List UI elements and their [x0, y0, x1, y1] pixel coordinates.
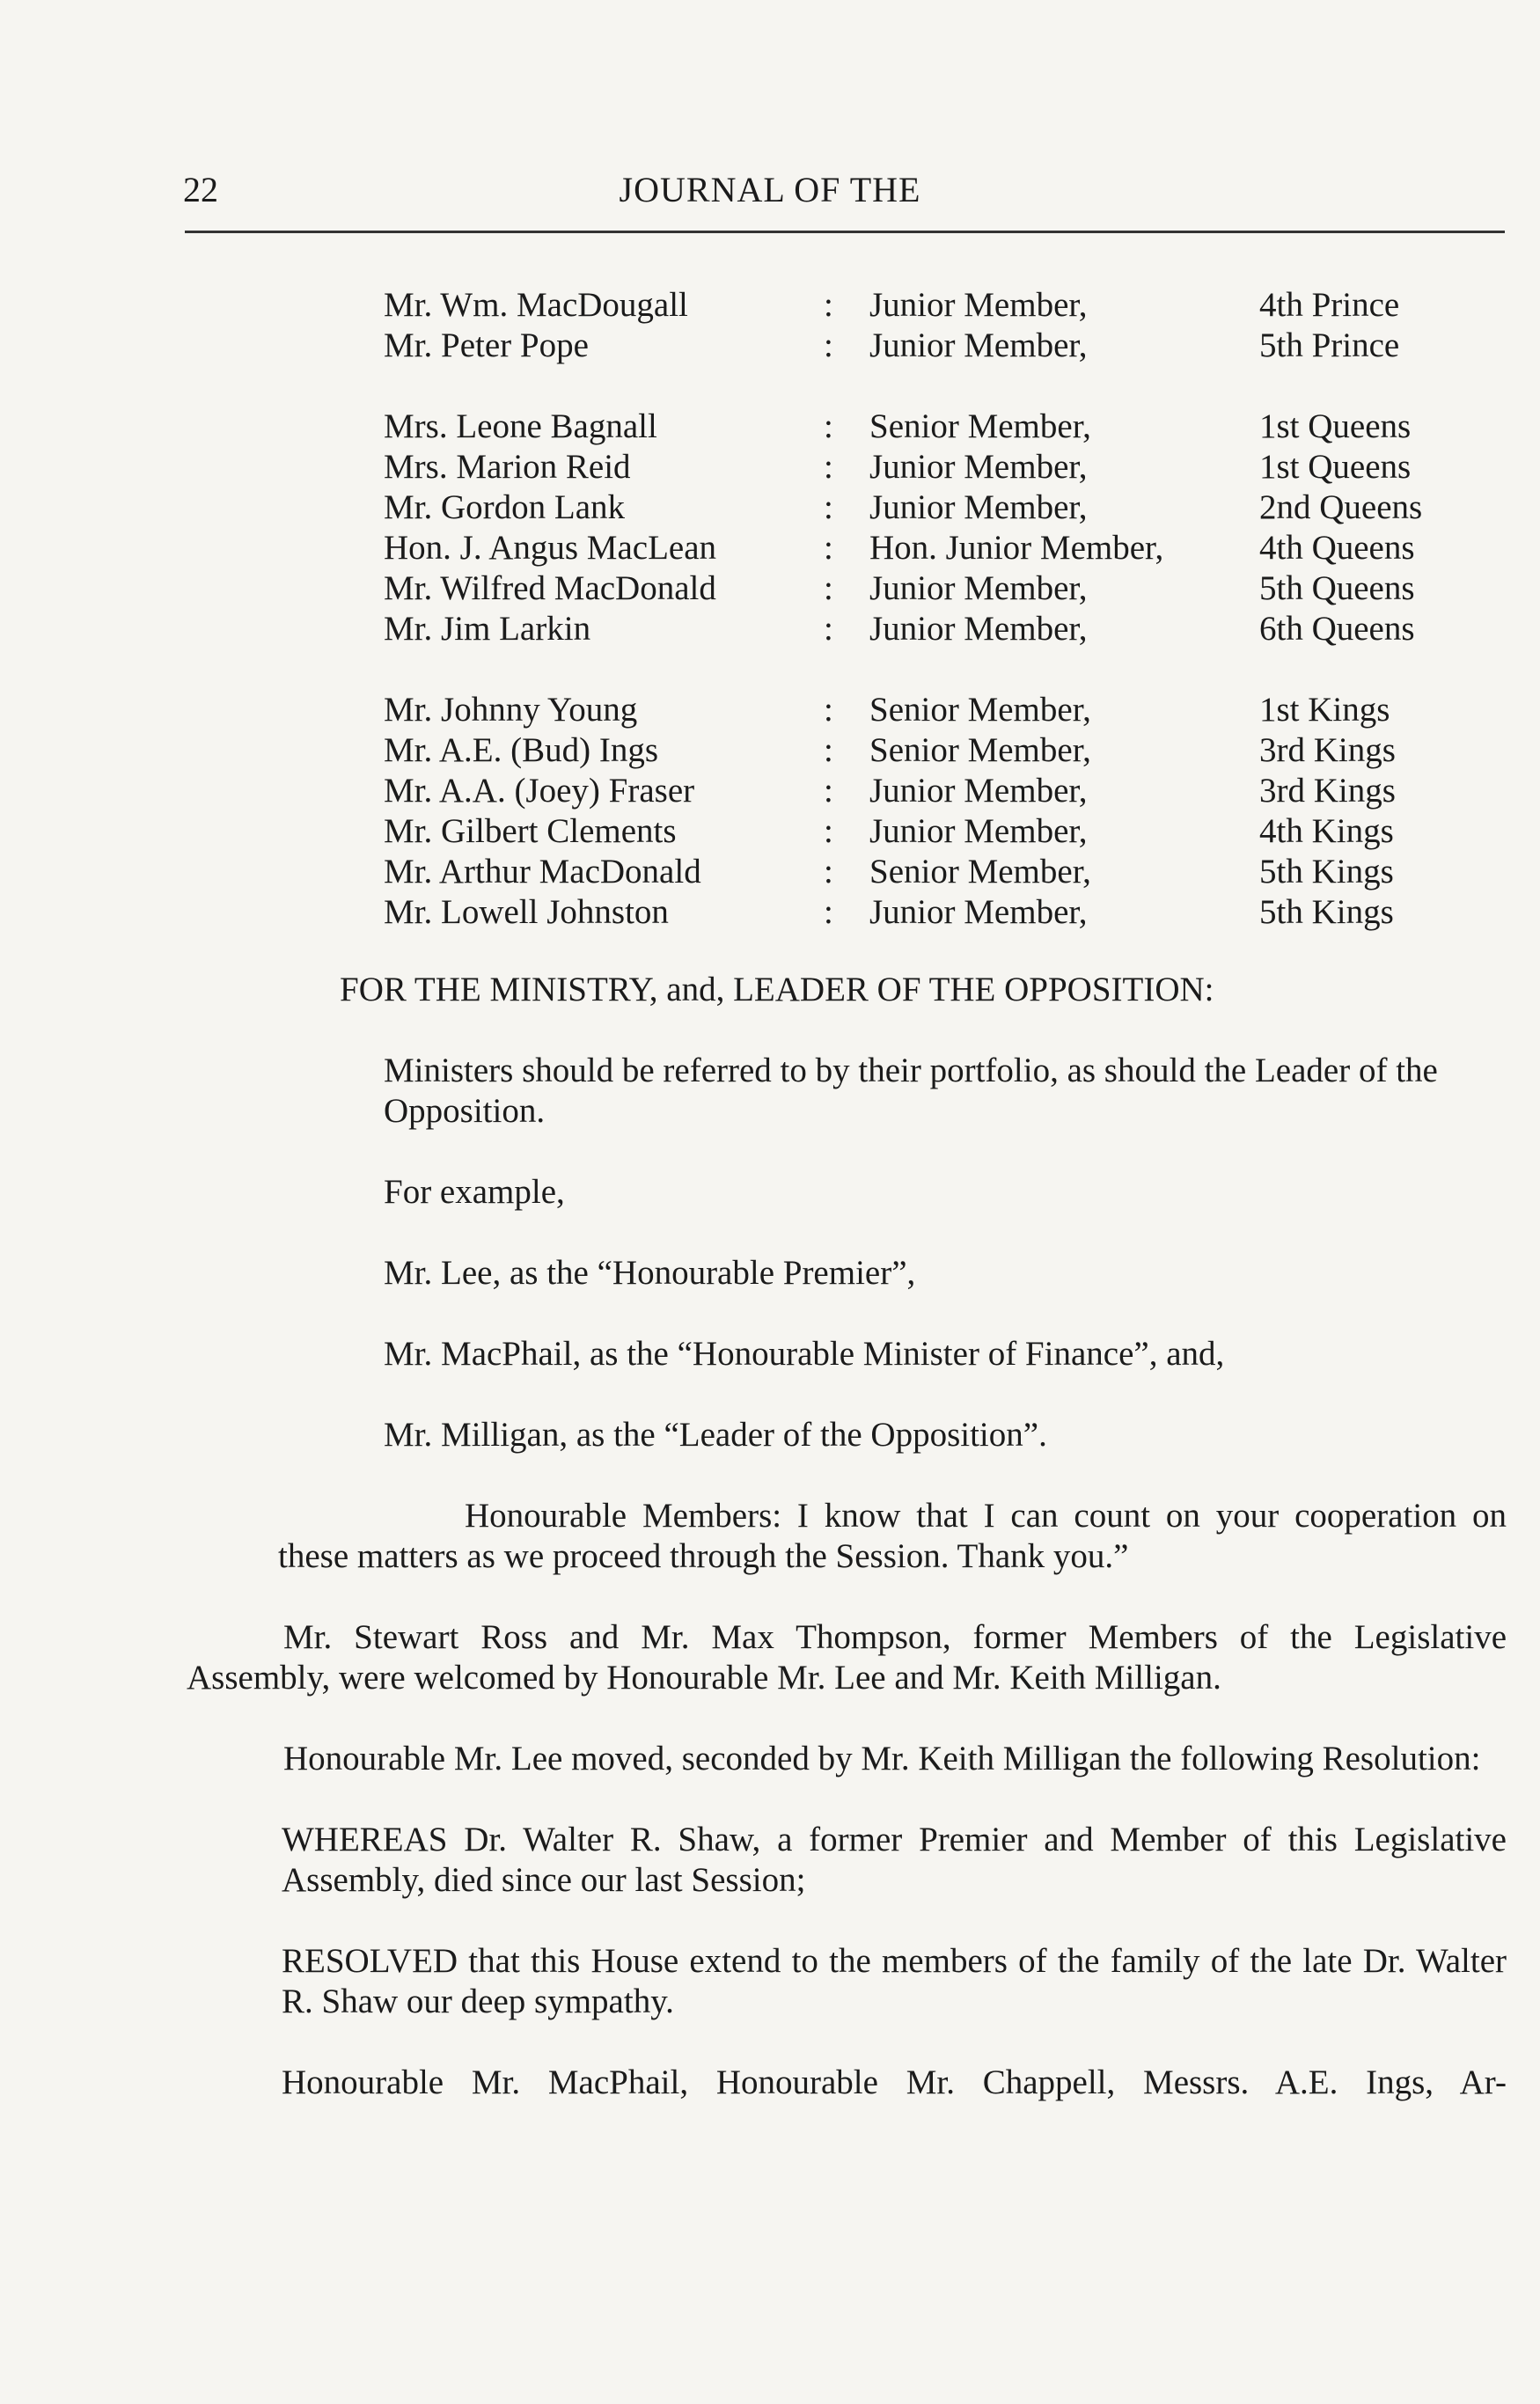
welcome-paragraph: Mr. Stewart Ross and Mr. Max Thompson, former Members of the Legislative Assembly, were welcomed by Honourable Mr. Lee and Mr. Keith Milligan. [187, 1618, 1507, 1697]
member-district: 4th Kings [1259, 812, 1394, 850]
motion-paragraph: Honourable Mr. Lee moved, seconded by Mr. Keith Milligan the following Resolution: [283, 1740, 1481, 1777]
member-colon: : [824, 731, 833, 769]
member-colon: : [824, 488, 833, 526]
member-colon: : [824, 569, 833, 607]
member-name: Hon. J. Angus MacLean [384, 529, 717, 567]
member-district: 5th Prince [1259, 326, 1400, 364]
member-name: Mr. Peter Pope [384, 326, 589, 364]
member-row [384, 447, 1506, 487]
member-name: Mr. A.A. (Joey) Fraser [384, 772, 695, 810]
resolved-clause: RESOLVED that this House extend to the members of the family of the late Dr. Walter R. Shaw our deep sympathy. [282, 1942, 1507, 2020]
member-row [384, 811, 1506, 852]
member-district: 5th Queens [1259, 569, 1415, 607]
member-status: Junior Member, [869, 448, 1088, 486]
member-status: Senior Member, [869, 691, 1091, 729]
member-status: Senior Member, [869, 853, 1091, 891]
member-row [384, 326, 1506, 366]
member-status: Junior Member, [869, 326, 1088, 364]
example-finance: Mr. MacPhail, as the “Honourable Minister of Finance”, and, [384, 1335, 1225, 1373]
member-row [384, 609, 1506, 649]
member-name: Mr. Gilbert Clements [384, 812, 677, 850]
member-name: Mrs. Marion Reid [384, 448, 631, 486]
member-name: Mrs. Leone Bagnall [384, 407, 657, 445]
member-row [384, 892, 1506, 933]
member-row [384, 487, 1506, 528]
member-district: 3rd Kings [1259, 731, 1396, 769]
member-row [384, 690, 1506, 730]
member-status: Junior Member, [869, 610, 1088, 648]
whereas-clause: WHEREAS Dr. Walter R. Shaw, a former Premier and Member of this Legislative Assembly, died since our last Session; [282, 1821, 1507, 1899]
ministers-note: Ministers should be referred to by their portfolio, as should the Leader of the Opposition. [384, 1052, 1438, 1130]
member-district: 3rd Kings [1259, 772, 1396, 810]
member-name: Mr. Johnny Young [384, 691, 638, 729]
member-row [384, 407, 1506, 447]
member-district: 4th Queens [1259, 529, 1415, 567]
closing-remark: Honourable Members: I know that I can count on your cooperation on these matters as we proceed through the Session. Thank you.” [278, 1497, 1507, 1575]
member-status: Junior Member, [869, 488, 1088, 526]
member-status: Junior Member, [869, 812, 1088, 850]
member-colon: : [824, 610, 833, 648]
member-status: Junior Member, [869, 286, 1088, 324]
ministry-heading: FOR THE MINISTRY, and, LEADER OF THE OPPOSITION: [340, 971, 1214, 1008]
member-colon: : [824, 326, 833, 364]
member-status: Hon. Junior Member, [869, 529, 1164, 567]
member-row [384, 285, 1506, 326]
member-colon: : [824, 893, 833, 931]
running-head: JOURNAL OF THE [619, 170, 921, 209]
member-status: Junior Member, [869, 569, 1088, 607]
member-colon: : [824, 812, 833, 850]
member-name: Mr. Jim Larkin [384, 610, 591, 648]
member-row [384, 852, 1506, 892]
member-colon: : [824, 286, 833, 324]
member-group [384, 407, 1506, 649]
member-colon: : [824, 448, 833, 486]
member-name: Mr. A.E. (Bud) Ings [384, 731, 658, 769]
member-name: Mr. Gordon Lank [384, 488, 626, 526]
header-rule [185, 231, 1505, 233]
member-colon: : [824, 772, 833, 810]
page-number: 22 [183, 170, 218, 209]
body-text [187, 970, 1507, 2103]
member-district: 1st Queens [1259, 407, 1412, 445]
member-name: Mr. Lowell Johnston [384, 893, 669, 931]
member-colon: : [824, 407, 833, 445]
member-name: Mr. Arthur MacDonald [384, 853, 701, 891]
member-status: Senior Member, [869, 731, 1091, 769]
member-name: Mr. Wilfred MacDonald [384, 569, 716, 607]
example-opposition: Mr. Milligan, as the “Leader of the Opposition”. [384, 1416, 1047, 1454]
member-row [384, 730, 1506, 771]
member-district: 5th Kings [1259, 853, 1394, 891]
member-group [384, 285, 1506, 366]
member-district: 4th Prince [1259, 286, 1400, 324]
member-district: 5th Kings [1259, 893, 1394, 931]
member-status: Junior Member, [869, 772, 1088, 810]
member-status: Junior Member, [869, 893, 1088, 931]
member-district: 1st Queens [1259, 448, 1412, 486]
member-row [384, 528, 1506, 568]
member-status: Senior Member, [869, 407, 1091, 445]
member-colon: : [824, 853, 833, 891]
final-line: Honourable Mr. MacPhail, Honourable Mr. Chappell, Messrs. A.E. Ings, Ar- [282, 2063, 1507, 2101]
member-name: Mr. Wm. MacDougall [384, 286, 688, 324]
member-district: 6th Queens [1259, 610, 1415, 648]
member-row [384, 568, 1506, 609]
member-colon: : [824, 529, 833, 567]
member-district: 1st Kings [1259, 691, 1390, 729]
member-district: 2nd Queens [1259, 488, 1423, 526]
members-table [384, 285, 1506, 933]
member-group [384, 690, 1506, 933]
for-example: For example, [384, 1173, 565, 1211]
example-premier: Mr. Lee, as the “Honourable Premier”, [384, 1254, 916, 1292]
member-row [384, 771, 1506, 811]
member-colon: : [824, 691, 833, 729]
